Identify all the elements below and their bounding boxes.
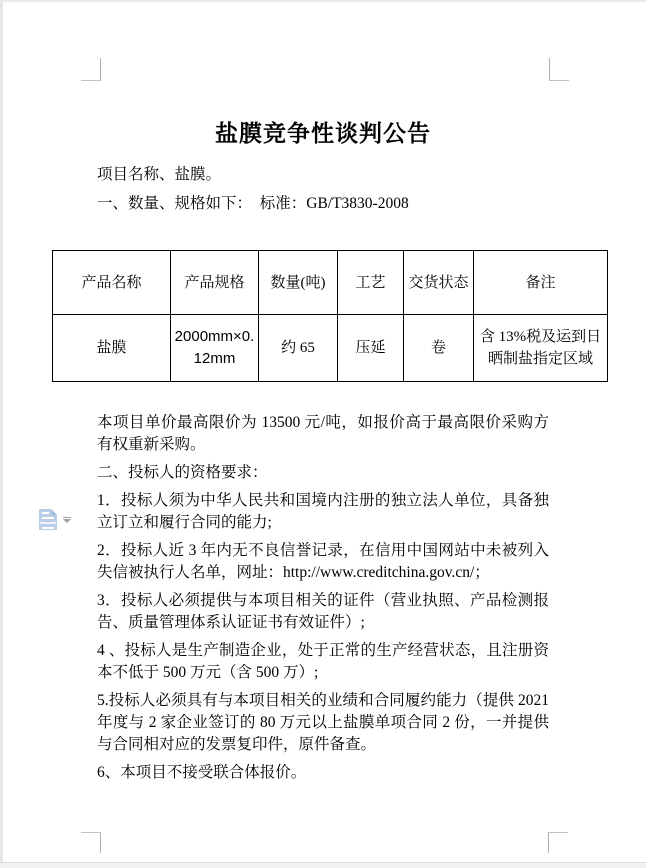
- col-header-product-spec: 产品规格: [171, 251, 259, 315]
- cell-process: 压延: [338, 315, 404, 382]
- cell-quantity: 约 65: [259, 315, 338, 382]
- doc-icon-textline: [42, 512, 49, 514]
- col-header-remark: 备注: [474, 251, 608, 315]
- intro-quantity-spec-line: 一、数量、规格如下： 标准：GB/T3830-2008: [97, 195, 409, 212]
- doc-icon-textline: [42, 527, 54, 529]
- paragraph-requirement-4: 4 、投标人是生产制造企业，处于正常的生产经营状态，且注册资本不低于 500 万元（含 500 万）;: [97, 642, 549, 681]
- document-title: [97, 117, 549, 151]
- margin-crop-mark-top-left: [81, 58, 101, 81]
- margin-crop-mark-bottom-right: [548, 832, 568, 853]
- doc-icon-textline: [40, 522, 56, 524]
- paragraph-qualification-heading: 二、投标人的资格要求：: [97, 464, 268, 481]
- product-table: [52, 250, 608, 382]
- margin-crop-mark-top-right: [549, 58, 569, 81]
- doc-icon-textline: [42, 517, 54, 519]
- cell-remark: 含 13%税及运到日晒制盐指定区域: [474, 315, 608, 382]
- document-object-icon[interactable]: [39, 509, 57, 530]
- table-header-row: [53, 251, 608, 315]
- col-header-quantity: 数量(吨): [259, 251, 338, 315]
- page-top-edge: [0, 0, 646, 2]
- cell-delivery-state: 卷: [404, 315, 474, 382]
- paragraph-price-limit: 本项目单价最高限价为 13500 元/吨，如报价高于最高限价采购方有权重新采购。: [97, 414, 549, 453]
- col-header-product-name: 产品名称: [53, 251, 171, 315]
- cell-product-name: 盐膜: [53, 315, 171, 382]
- paragraph-requirement-5: 5.投标人必须具有与本项目相关的业绩和合同履约能力（提供 2021 年度与 2 家企业签订的 80 万元以上盐膜单项合同 2 份，一并提供与合同相对应的发票复印件，原件备查。: [97, 692, 549, 753]
- paragraph-requirement-1: 1．投标人须为中华人民共和国境内注册的独立法人单位，具备独立订立和履行合同的能力;: [97, 492, 549, 531]
- col-header-delivery-state: 交货状态: [404, 251, 474, 315]
- page-bottom-edge: [0, 862, 646, 868]
- cell-product-spec: 2000mm×0.12mm: [171, 315, 259, 382]
- col-header-process: 工艺: [338, 251, 404, 315]
- intro-project-name: 项目名称、盐膜。: [97, 166, 222, 183]
- paragraph-requirement-6: 6、本项目不接受联合体报价。: [97, 764, 307, 781]
- table-row: [53, 315, 608, 382]
- margin-crop-mark-bottom-left: [81, 832, 101, 853]
- paragraph-requirement-3: 3．投标人必须提供与本项目相关的证件（营业执照、产品检测报告、质量管理体系认证证书有效证件）;: [97, 592, 549, 631]
- object-anchor-marker-icon[interactable]: [63, 519, 71, 523]
- paragraph-requirement-2: 2．投标人近 3 年内无不良信誉记录，在信用中国网站中未被列入失信被执行人名单，网址：http://www.creditchina.gov.cn/；: [97, 542, 549, 581]
- document-title-text: 盐膜竞争性谈判公告: [215, 121, 431, 146]
- document-body-text: [97, 412, 549, 784]
- page-left-edge: [0, 0, 3, 868]
- page-fold-shade: [52, 510, 57, 515]
